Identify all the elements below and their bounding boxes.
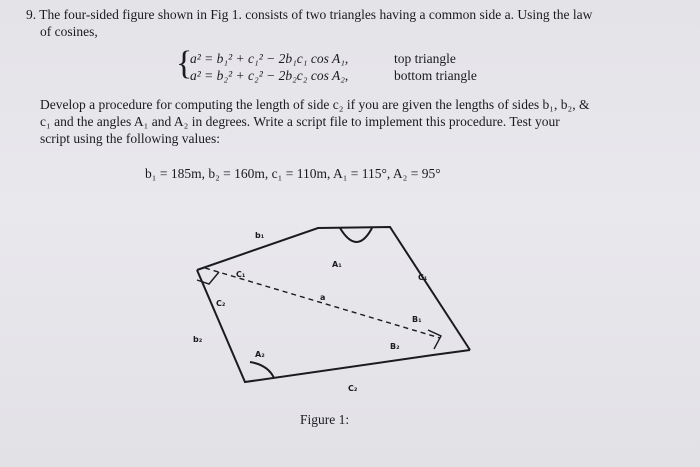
label-A1: A₁: [332, 260, 342, 269]
problem-line-1: 9. The four-sided figure shown in Fig 1. consists of two triangles having a common side a. Using the law: [26, 7, 593, 22]
label-c1-left: C₁: [236, 270, 246, 279]
label-B2: B₂: [390, 342, 400, 351]
label-c1-right: C₁: [418, 273, 428, 282]
equation-bottom-label: bottom triangle: [394, 68, 477, 83]
procedure-line-2: c₁ and the angles A₁ and A₂ in degrees. Write a script file to implement this procedure. Test your: [40, 114, 560, 129]
procedure-line-1: Develop a procedure for computing the length of side c₂ if you are given the lengths of sides b₁, b₂, &: [40, 97, 590, 112]
equation-bottom-math: a² = b₂² + c₂² − 2b₂c₂ cos A₂,: [190, 68, 349, 83]
equation-top-label: top triangle: [394, 51, 456, 66]
procedure-line-3: script using the following values:: [40, 131, 220, 146]
angle-A1-arc: [340, 228, 372, 242]
label-c2-bottom: C₂: [348, 384, 358, 393]
outline-top: [197, 227, 470, 350]
label-b1: b₁: [255, 231, 265, 240]
angle-A2-arc: [250, 362, 274, 378]
test-values: b₁ = 185m, b₂ = 160m, c₁ = 110m, A₁ = 115°, A₂ = 95°: [145, 166, 441, 181]
left-brace: {: [176, 45, 193, 82]
label-c2-left: C₂: [216, 299, 226, 308]
label-a: a: [320, 293, 326, 302]
label-A2: A₂: [255, 350, 265, 359]
equation-top-math: a² = b₁² + c₁² − 2b₁c₁ cos A₁,: [190, 51, 349, 66]
figure-caption: Figure 1:: [300, 412, 350, 427]
problem-line-2: of cosines,: [40, 24, 98, 39]
label-b2: b₂: [193, 335, 203, 344]
right-angle-mark-right: [428, 330, 441, 349]
label-B1: B₁: [412, 315, 422, 324]
